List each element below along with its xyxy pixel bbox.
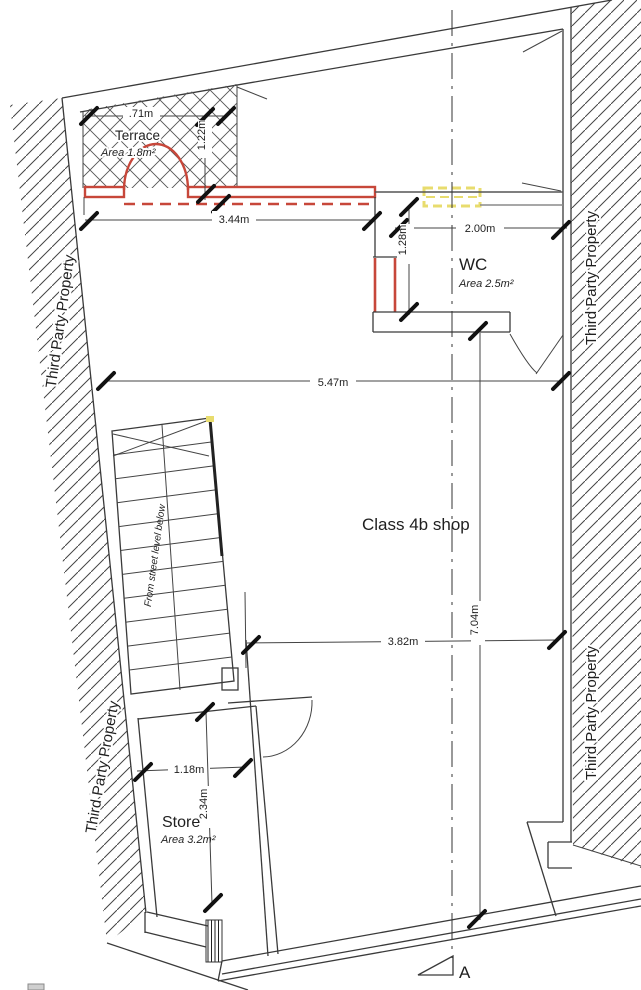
corner-brace xyxy=(237,87,267,99)
third-party-label-right-upper: Third Party Property xyxy=(583,210,600,346)
store-door-swing xyxy=(263,700,312,757)
stair-edge-dark xyxy=(210,419,222,556)
stairs-note: From street level below xyxy=(142,503,169,608)
store-room xyxy=(138,640,312,962)
dimensions xyxy=(81,107,569,927)
terrace-area: Area 1.8m² xyxy=(101,147,156,159)
corner-brace xyxy=(522,183,561,191)
svg-text:3.44m: 3.44m xyxy=(218,214,250,226)
svg-text:1.18m: 1.18m xyxy=(173,764,205,776)
third-party-label-left-upper: Third Party Property xyxy=(42,253,79,390)
stair-divider xyxy=(162,425,180,690)
dim-shop-width xyxy=(98,373,569,389)
shop-label: Class 4b shop xyxy=(362,515,470,534)
svg-text:2.34m: 2.34m xyxy=(198,788,210,820)
wc-door-leaf xyxy=(536,335,563,374)
third-party-label-left-lower: Third Party Property xyxy=(82,699,123,835)
svg-text:1.22m: 1.22m xyxy=(196,119,208,151)
third-party-label-right-lower: Third Party Property xyxy=(583,645,600,781)
handrail-line xyxy=(245,592,246,668)
stair-yellow-mark xyxy=(206,416,214,422)
svg-text:5.47m: 5.47m xyxy=(317,377,349,389)
dim-wc-width xyxy=(391,220,569,238)
wc-area: Area 2.5m² xyxy=(459,278,514,290)
svg-text:7.04m: 7.04m xyxy=(469,604,481,636)
dim-shop-depth xyxy=(469,323,486,927)
dim-front-width xyxy=(81,211,380,229)
corner-brace xyxy=(523,31,562,52)
stair-newel xyxy=(222,668,238,690)
svg-text:.71m: .71m xyxy=(128,108,154,120)
svg-text:3.82m: 3.82m xyxy=(387,636,419,648)
dim-store-depth xyxy=(197,704,221,911)
legend-chip xyxy=(28,984,44,990)
terrace-label: Terrace xyxy=(115,128,161,143)
dim-wc-depth xyxy=(397,199,417,320)
wc-door-swing xyxy=(510,334,537,373)
third-party-band-left xyxy=(10,98,248,990)
stair-direction-mark xyxy=(113,420,209,456)
dim-shop-lower-width xyxy=(243,632,565,653)
dim-store-width xyxy=(135,760,251,780)
svg-text:2.00m: 2.00m xyxy=(464,223,496,235)
third-party-band-right xyxy=(571,0,641,868)
svg-text:1.28m: 1.28m xyxy=(397,224,409,256)
store-area: Area 3.2m² xyxy=(161,834,216,846)
store-label: Store xyxy=(162,814,201,831)
stairs xyxy=(112,416,246,694)
section-marker xyxy=(418,956,471,982)
section-marker-label: A xyxy=(459,963,471,982)
wc-label: WC xyxy=(459,255,488,274)
threshold-hatch xyxy=(206,920,222,962)
